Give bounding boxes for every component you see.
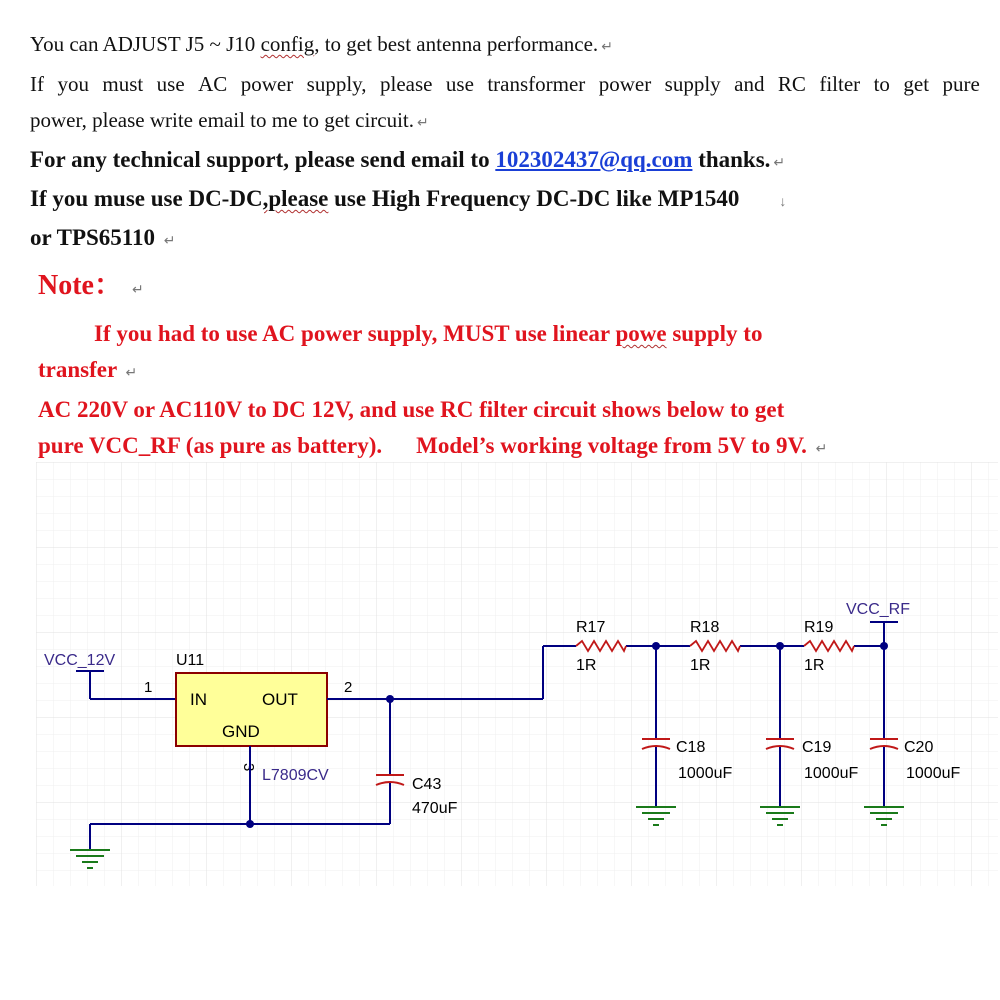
- word: If: [30, 72, 44, 96]
- c43-ref: C43: [412, 776, 442, 793]
- word: transformer: [487, 72, 586, 96]
- note-line-1: [38, 316, 990, 352]
- word: pure: [942, 72, 980, 96]
- powe-word: powe: [615, 321, 667, 346]
- schematic-svg: [36, 462, 998, 886]
- c19-value: 1000uF: [804, 765, 859, 782]
- note-title-line: [38, 261, 990, 316]
- write-email-text: power, please write email to me to get circuit.: [30, 108, 415, 132]
- c19-ref: C19: [802, 739, 832, 756]
- r18-ref: R18: [690, 619, 720, 636]
- pin-gnd-label: GND: [222, 722, 260, 741]
- pin1-number: 1: [144, 679, 153, 696]
- dcdc-line: [30, 181, 990, 220]
- r19-ref: R19: [804, 619, 834, 636]
- regulator-part: L7809CV: [262, 767, 329, 784]
- tps-line: [30, 220, 990, 259]
- thanks-text: thanks.: [692, 147, 771, 172]
- line-break-mark: ↓: [779, 195, 787, 210]
- c18-ref: C18: [676, 739, 706, 756]
- pin-in-label: IN: [190, 690, 207, 709]
- adjust-text-b: , to get best antenna performance.: [314, 32, 599, 56]
- note-title: Note：: [38, 270, 122, 301]
- word: you: [57, 72, 89, 96]
- r19-value: 1R: [804, 657, 825, 674]
- paragraph-mark: ↵: [815, 442, 828, 457]
- rc-filter-schematic: [36, 462, 998, 886]
- word: use: [445, 72, 474, 96]
- c18-value: 1000uF: [678, 765, 733, 782]
- word: please: [379, 72, 433, 96]
- word: to: [873, 72, 890, 96]
- word: RC: [777, 72, 806, 96]
- vcc-12v-label: VCC_12V: [44, 652, 116, 669]
- pin3-number: 3: [240, 763, 257, 772]
- paragraph-mark: ↵: [773, 156, 786, 171]
- note-voltage-text: Model’s working voltage from 5V to 9V.: [416, 433, 807, 458]
- please-word: ,please: [262, 186, 329, 211]
- junction-gnd: [246, 820, 254, 828]
- paragraph-mark: ↵: [601, 40, 613, 55]
- note-pure-text: pure VCC_RF (as pure as battery).: [38, 433, 383, 458]
- pin-out-label: OUT: [262, 690, 298, 709]
- adjust-config-line: [30, 26, 990, 66]
- word: must: [102, 72, 144, 96]
- dcdc-text-a: If you muse use DC-DC: [30, 186, 263, 211]
- tps-text: or TPS65110: [30, 225, 156, 250]
- word: supply: [664, 72, 721, 96]
- ac-supply-line: [30, 66, 980, 102]
- document-body: [30, 26, 990, 468]
- adjust-text-a: You can ADJUST J5 ~ J10: [30, 32, 261, 56]
- note-line-2: [38, 352, 990, 392]
- dcdc-text-b: use High Frequency DC-DC like MP1540: [328, 186, 740, 211]
- u11-ref: U11: [176, 652, 205, 669]
- r17-ref: R17: [576, 619, 606, 636]
- paragraph-mark: ↵: [163, 234, 176, 249]
- c20-ref: C20: [904, 739, 934, 756]
- note-text-a: If you had to use AC power supply, MUST use linear: [94, 321, 616, 346]
- vcc-rf-label: VCC_RF: [846, 601, 911, 618]
- word: AC: [198, 72, 228, 96]
- config-word: config: [260, 32, 315, 56]
- word: supply,: [306, 72, 367, 96]
- word: power: [240, 72, 294, 96]
- email-link[interactable]: 102302437@qq.com: [495, 147, 693, 172]
- word: use: [156, 72, 185, 96]
- word: and: [734, 72, 765, 96]
- word: get: [903, 72, 930, 96]
- note-line-3: [38, 392, 990, 428]
- paragraph-mark: ↵: [417, 116, 429, 131]
- word: filter: [819, 72, 861, 96]
- c20-value: 1000uF: [906, 765, 961, 782]
- support-line: [30, 142, 990, 181]
- r17-value: 1R: [576, 657, 597, 674]
- write-email-line: [30, 102, 990, 142]
- r18-value: 1R: [690, 657, 711, 674]
- note-text-b: supply to: [666, 321, 763, 346]
- note-transfer: transfer: [38, 357, 117, 382]
- pin2-number: 2: [344, 679, 353, 696]
- paragraph-mark: ↵: [125, 366, 138, 381]
- paragraph-mark: ↵: [131, 283, 144, 298]
- note-ac-text: AC 220V or AC110V to DC 12V, and use RC filter circuit shows below to get: [38, 397, 785, 422]
- support-text: For any technical support, please send email to: [30, 147, 496, 172]
- word: power: [598, 72, 652, 96]
- c43-value: 470uF: [412, 800, 458, 817]
